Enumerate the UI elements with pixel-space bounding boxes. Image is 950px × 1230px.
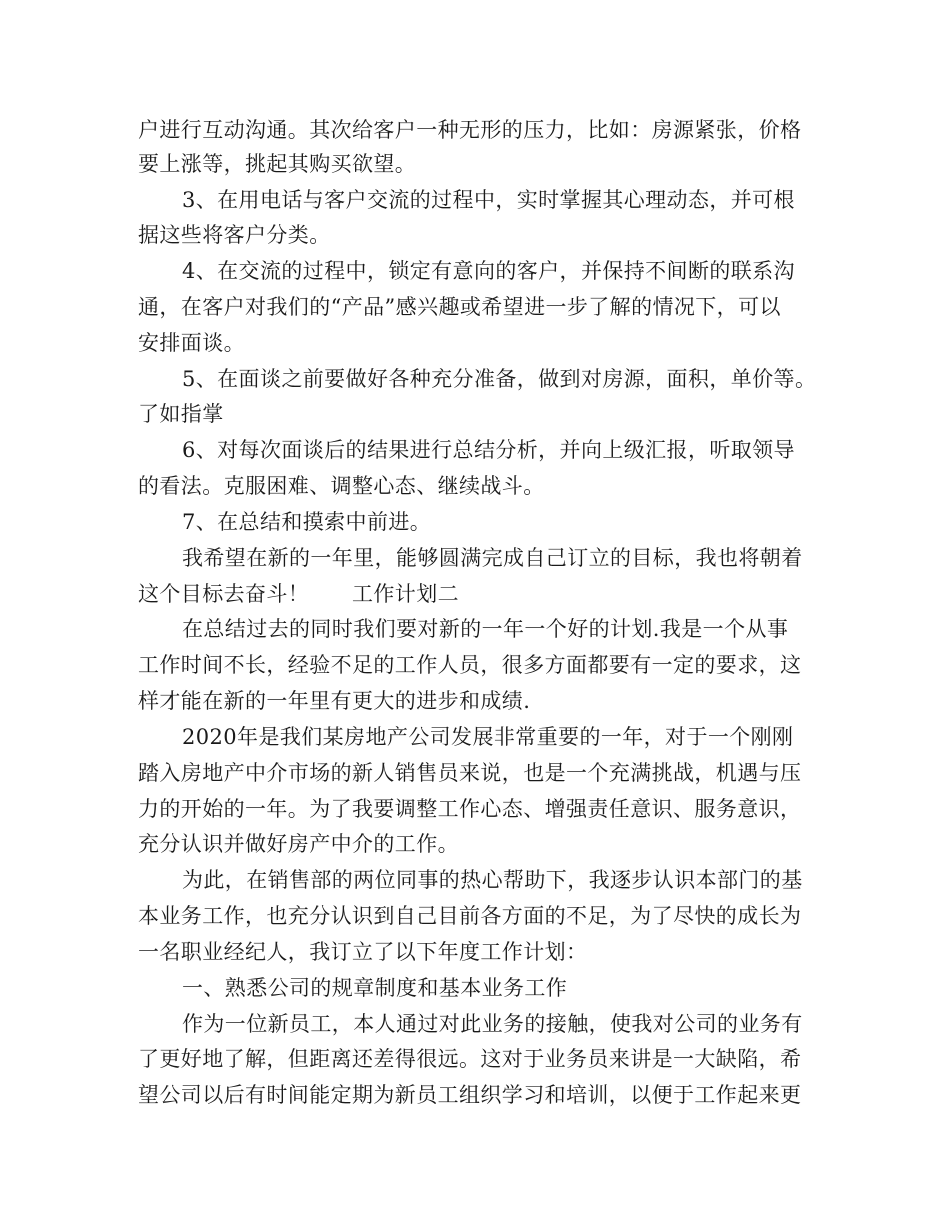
text-line: 的看法。克服困难、调整心态、继续战斗。 — [138, 474, 545, 498]
text-line: 据这些将客户分类。 — [138, 223, 331, 247]
text-line: 这个目标去奋斗！ 工作计划二 — [138, 582, 459, 606]
text-line: 了如指掌 — [138, 402, 224, 426]
text-line: 6、对每次面谈后的结果进行总结分析，并向上级汇报，听取领导 — [182, 438, 795, 462]
text-line: 作为一位新员工，本人通过对此业务的接触，使我对公司的业务有 — [182, 1012, 803, 1036]
text-line: 4、在交流的过程中，锁定有意向的客户，并保持不间断的联系沟 — [182, 259, 795, 283]
text-line: 在总结过去的同时我们要对新的一年一个好的计划.我是一个从事 — [182, 617, 789, 641]
text-line: 通，在客户对我们的“产品”感兴趣或希望进一步了解的情况下，可以 — [138, 295, 781, 319]
text-line: 踏入房地产中介市场的新人销售员来说，也是一个充满挑战，机遇与压 — [138, 761, 802, 785]
text-line: 我希望在新的一年里，能够圆满完成自己订立的目标，我也将朝着 — [182, 546, 803, 570]
text-line: 3、在用电话与客户交流的过程中，实时掌握其心理动态，并可根 — [182, 188, 795, 212]
text-line: 样才能在新的一年里有更大的进步和成绩. — [138, 689, 531, 713]
text-line: 户进行互动沟通。其次给客户一种无形的压力，比如：房源紧张，价格 — [138, 118, 802, 142]
text-line: 5、在面谈之前要做好各种充分准备，做到对房源，面积，单价等。 — [182, 367, 817, 391]
text-line: 本业务工作，也充分认识到自己目前各方面的不足，为了尽快的成长为 — [138, 904, 802, 928]
text-line: 要上涨等，挑起其购买欲望。 — [138, 152, 417, 176]
text-line: 工作时间不长，经验不足的工作人员，很多方面都要有一定的要求，这 — [138, 653, 802, 677]
text-line: 7、在总结和摸索中前进。 — [182, 510, 432, 534]
text-line: 为此，在销售部的两位同事的热心帮助下，我逐步认识本部门的基 — [182, 868, 803, 892]
text-line: 安排面谈。 — [138, 331, 245, 355]
text-line: 充分认识并做好房产中介的工作。 — [138, 832, 459, 856]
text-line: 了更好地了解，但距离还差得很远。这对于业务员来讲是一大缺陷，希 — [138, 1047, 802, 1071]
text-line: 2020年是我们某房地产公司发展非常重要的一年，对于一个刚刚 — [182, 725, 794, 749]
text-line: 力的开始的一年。为了我要调整工作心态、增强责任意识、服务意识， — [138, 797, 802, 821]
text-line: 望公司以后有时间能定期为新员工组织学习和培训，以便于工作起来更 — [138, 1083, 802, 1107]
text-line: 一名职业经纪人，我订立了以下年度工作计划： — [138, 940, 588, 964]
section-heading: 一、熟悉公司的规章制度和基本业务工作 — [182, 976, 568, 1000]
